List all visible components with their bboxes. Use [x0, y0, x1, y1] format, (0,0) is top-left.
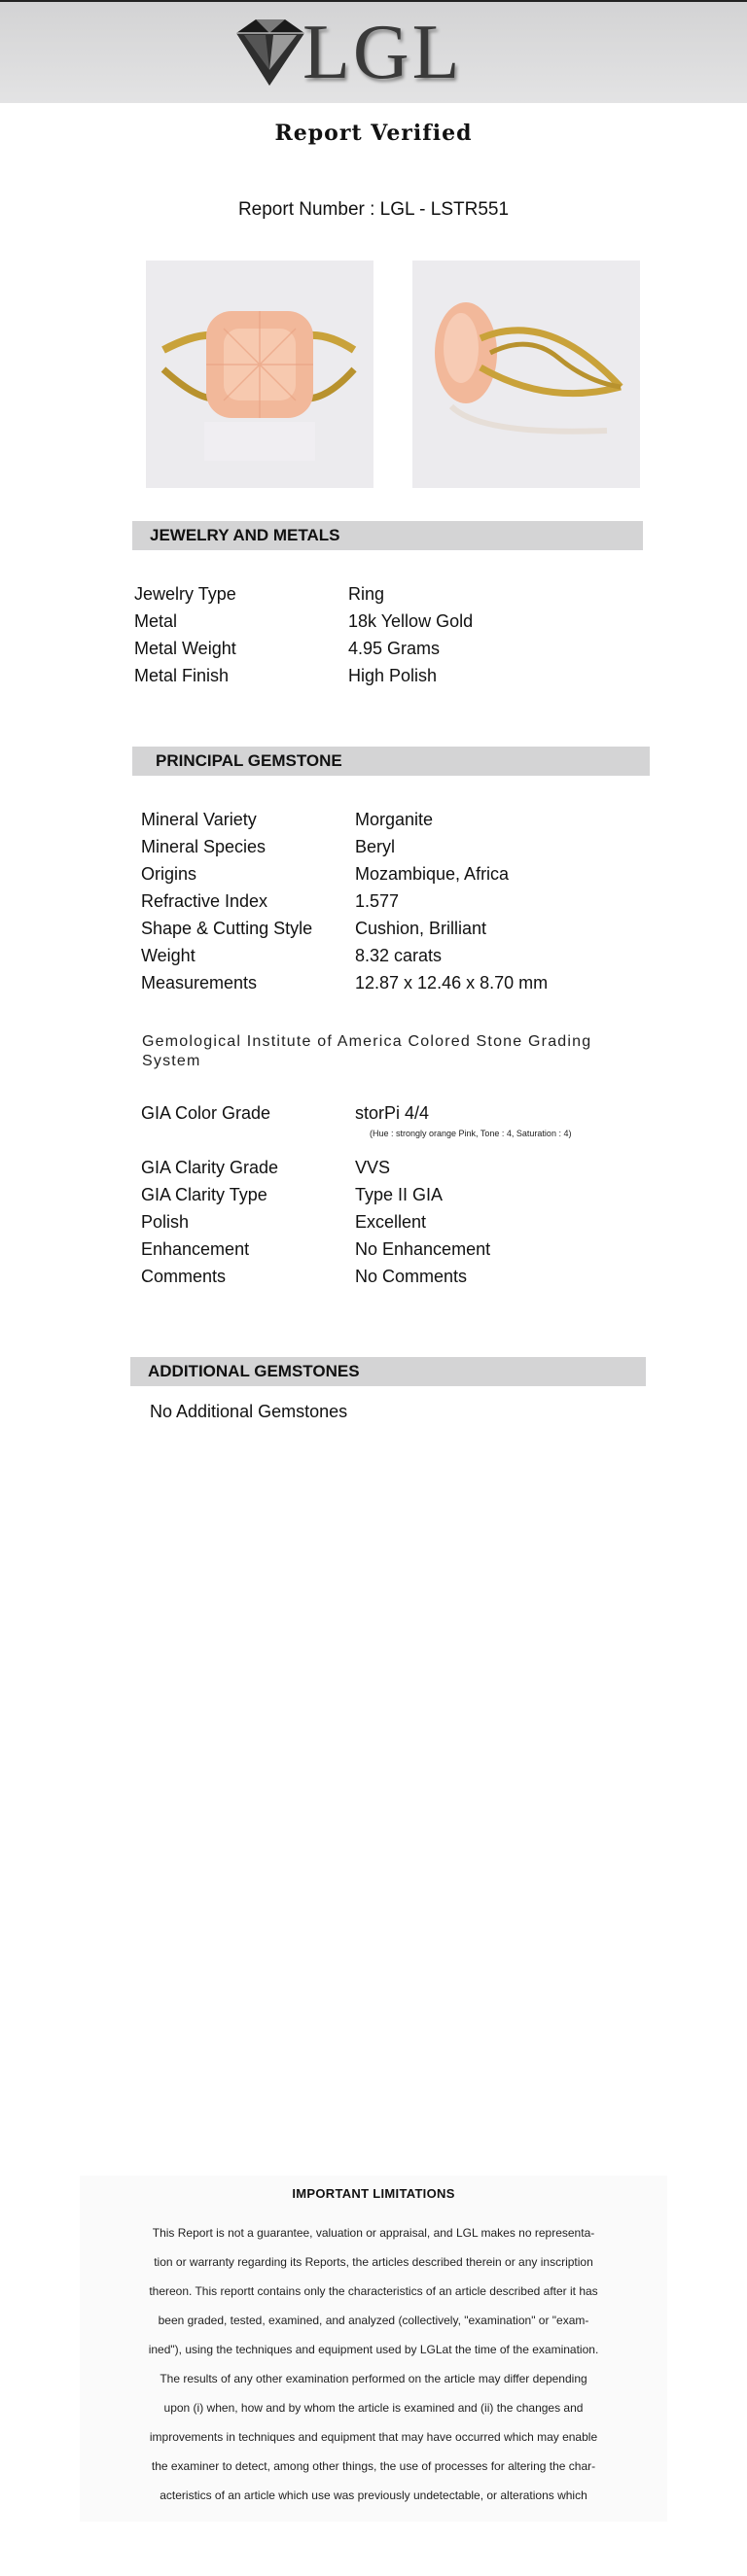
limitations-line: the examiner to detect, among other things, the use of processes for altering the char-	[151, 2459, 596, 2473]
ring-photo-side	[412, 261, 640, 488]
report-number: Report Number : LGL - LSTR551	[237, 199, 510, 220]
limitations-line: This Report is not a guarantee, valuation or appraisal, and LGL makes no representa-	[152, 2226, 595, 2240]
header-banner	[0, 0, 747, 103]
additional-gemstones-text: No Additional Gemstones	[150, 1402, 348, 1421]
grade-value: Excellent	[355, 1212, 427, 1232]
grade-label: Polish	[141, 1212, 190, 1232]
limitations-line: thereon. This reportt contains only the characteristics of an article described after it has	[149, 2284, 598, 2298]
diamond-icon	[227, 12, 310, 93]
jewelry-label: Metal Finish	[134, 666, 230, 685]
gem-label: Weight	[141, 946, 196, 965]
grade-value: No Enhancement	[355, 1239, 491, 1259]
jewelry-value: Ring	[348, 584, 385, 604]
grade-label: GIA Clarity Grade	[141, 1158, 279, 1177]
jewelry-label: Metal	[134, 611, 178, 631]
gem-value: 1.577	[355, 891, 400, 911]
grade-value: No Comments	[355, 1267, 468, 1286]
gem-value: Mozambique, Africa	[355, 864, 510, 884]
jewelry-value: 18k Yellow Gold	[348, 611, 474, 631]
gem-label: Measurements	[141, 973, 258, 992]
gem-label: Mineral Variety	[141, 810, 257, 829]
jewelry-value: 4.95 Grams	[348, 639, 441, 658]
section-heading-jewelry: JEWELRY AND METALS	[132, 521, 643, 550]
gem-value: Beryl	[355, 837, 396, 856]
report-title: Report Verified	[274, 121, 473, 146]
gem-value: Cushion, Brilliant	[355, 919, 487, 938]
jewelry-value: High Polish	[348, 666, 438, 685]
grade-label: Enhancement	[141, 1239, 250, 1259]
gem-label: Refractive Index	[141, 891, 268, 911]
color-grade-value: storPi 4/4	[355, 1103, 430, 1123]
gem-label: Shape & Cutting Style	[141, 919, 313, 938]
limitations-line: improvements in techniques and equipment that may have occurred which may enable	[149, 2430, 598, 2444]
limitations-line: acteristics of an article which use was previously undetectable, or alterations which	[160, 2489, 587, 2502]
grade-label: Comments	[141, 1267, 227, 1286]
lgl-logo	[227, 12, 480, 93]
color-grade-note: (Hue : strongly orange Pink, Tone : 4, Saturation : 4)	[370, 1129, 572, 1138]
limitations-line: The results of any other examination performed on the article may differ depending	[160, 2372, 587, 2385]
jewelry-label: Metal Weight	[134, 639, 236, 658]
jewelry-label: Jewelry Type	[134, 584, 236, 604]
gem-value: 12.87 x 12.46 x 8.70 mm	[355, 973, 549, 992]
limitations-title: IMPORTANT LIMITATIONS	[292, 2186, 455, 2201]
gem-label: Mineral Species	[141, 837, 267, 856]
limitations-line: upon (i) when, how and by whom the article is examined and (ii) the changes and	[163, 2401, 584, 2415]
color-grade-label: GIA Color Grade	[141, 1103, 271, 1123]
limitations-line: tion or warranty regarding its Reports, the articles described therein or any inscription	[154, 2255, 593, 2269]
limitations-line: been graded, tested, examined, and analyzed (collectively, "examination" or "exam-	[158, 2314, 589, 2327]
section-heading-additional: ADDITIONAL GEMSTONES	[130, 1357, 646, 1386]
gem-label: Origins	[141, 864, 197, 884]
limitations-line: ined"), using the techniques and equipment used by LGLat the time of the examination.	[148, 2343, 599, 2356]
grade-label: GIA Clarity Type	[141, 1185, 267, 1204]
ring-photo-front	[146, 261, 374, 488]
grade-value: VVS	[355, 1158, 391, 1177]
gem-value: Morganite	[355, 810, 434, 829]
gia-system-heading: Gemological Institute of America Colored Stone Grading System	[142, 1033, 592, 1069]
logo-text: LGL	[302, 10, 463, 95]
gem-value: 8.32 carats	[355, 946, 443, 965]
section-heading-principal: PRINCIPAL GEMSTONE	[132, 747, 650, 776]
grade-value: Type II GIA	[355, 1185, 444, 1204]
